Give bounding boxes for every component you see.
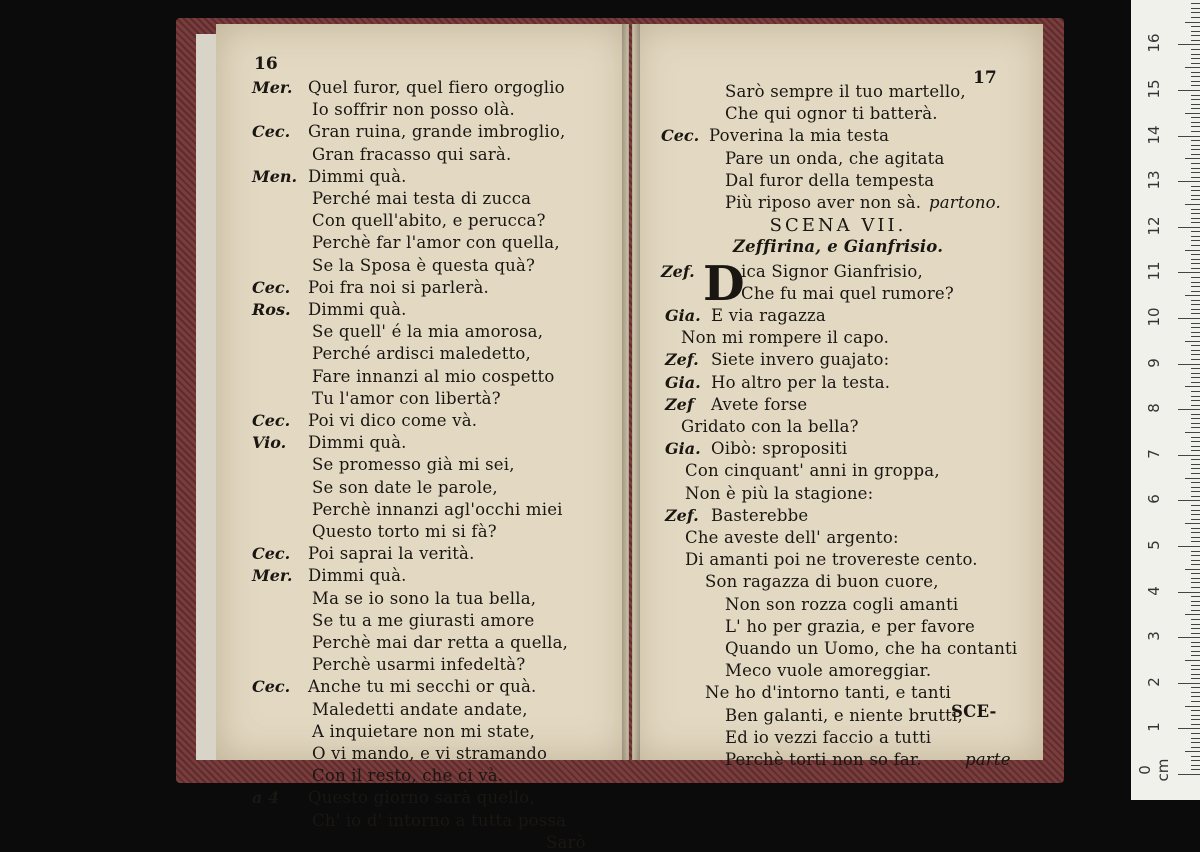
- ruler-tick: [1191, 587, 1200, 588]
- ruler-tick: [1191, 446, 1200, 447]
- speaker-label: Zef.: [661, 261, 695, 281]
- ruler-tick: [1191, 715, 1200, 716]
- ruler-tick: [1191, 747, 1200, 748]
- ruler-tick: [1191, 76, 1200, 77]
- ruler-tick: [1185, 341, 1200, 342]
- ruler-tick: [1191, 218, 1200, 219]
- verse-line: Con il resto, che ci và.: [312, 766, 504, 786]
- verse-line: Ch' io d' intorno a tutta possa: [312, 810, 567, 830]
- ruler-tick: [1191, 199, 1200, 200]
- ruler-tick: [1191, 126, 1200, 127]
- ruler-tick: [1191, 26, 1200, 27]
- ruler-tick: [1191, 396, 1200, 397]
- ruler-tick: [1191, 487, 1200, 488]
- ruler-tick: [1191, 400, 1200, 401]
- catchword: SCE-: [951, 702, 997, 721]
- ruler-tick: [1191, 300, 1200, 301]
- verse-line: Ho altro per la testa.: [711, 372, 891, 392]
- book-gutter: [622, 24, 640, 760]
- verse-line: Quel furor, quel fiero orgoglio: [308, 78, 565, 97]
- ruler-tick: [1191, 760, 1200, 761]
- ruler-tick: [1178, 227, 1200, 228]
- ruler-tick: [1191, 628, 1200, 629]
- ruler-number: 2: [1145, 677, 1163, 687]
- ruler-number: 14: [1145, 125, 1163, 145]
- ruler-tick: [1185, 22, 1200, 23]
- scene-heading: SCENA VII.: [769, 215, 907, 237]
- ruler-tick: [1191, 418, 1200, 419]
- ruler-tick: [1191, 240, 1200, 241]
- ruler-tick: [1191, 104, 1200, 105]
- verse-line: E via ragazza: [711, 306, 826, 325]
- ruler-tick: [1191, 651, 1200, 652]
- ruler-tick: [1191, 17, 1200, 18]
- verse-line: Poi saprai la verità.: [308, 544, 475, 564]
- ruler-tick: [1185, 204, 1200, 205]
- ruler-tick: [1191, 441, 1200, 442]
- ruler-tick: [1191, 99, 1200, 100]
- ruler-tick: [1191, 108, 1200, 109]
- ruler-tick: [1191, 245, 1200, 246]
- verse-line: Con cinquant' anni in groppa,: [685, 461, 940, 481]
- ruler-tick: [1191, 345, 1200, 346]
- ruler-tick: [1191, 368, 1200, 369]
- ruler-number: 6: [1145, 494, 1163, 505]
- ruler-tick: [1191, 696, 1200, 697]
- ruler-tick: [1191, 117, 1200, 118]
- ruler-tick: [1185, 67, 1200, 68]
- verse-line: Dimmi quà.: [308, 300, 407, 319]
- drop-cap: D: [703, 255, 745, 312]
- ruler-tick: [1191, 309, 1200, 310]
- verse-line: Dal furor della tempesta: [725, 170, 935, 190]
- ruler-tick: [1185, 250, 1200, 251]
- speaker-label: Gia.: [665, 372, 701, 392]
- verse-line: Dimmi quà.: [308, 566, 407, 586]
- ruler-tick: [1191, 437, 1200, 438]
- speaker-label: Mer.: [252, 78, 293, 97]
- ruler-tick: [1191, 724, 1200, 725]
- verse-line: Questo giorno sarà quello,: [308, 788, 535, 808]
- ruler-tick: [1191, 655, 1200, 656]
- ruler-tick: [1191, 619, 1200, 620]
- ruler-tick: [1178, 774, 1200, 775]
- verse-line: Perché mai testa di zucca: [312, 189, 532, 208]
- speaker-label: Gia.: [665, 439, 701, 459]
- ruler-tick: [1191, 332, 1200, 333]
- ruler-tick: [1191, 491, 1200, 492]
- verse-line: Con quell'abito, e perucca?: [312, 211, 546, 231]
- ruler-tick: [1191, 282, 1200, 283]
- speaker-label: Cec.: [252, 544, 291, 564]
- verse-line: Non mi rompere il capo.: [681, 328, 890, 348]
- verse-line: Perché ardisci maledetto,: [312, 344, 531, 364]
- ruler-tick: [1191, 323, 1200, 324]
- ruler-tick: [1191, 642, 1200, 643]
- ruler-tick: [1191, 263, 1200, 264]
- verse-line: Anche tu mi secchi or quà.: [308, 677, 537, 697]
- verse-line: Non son rozza cogli amanti: [725, 594, 959, 614]
- ruler-tick: [1191, 304, 1200, 305]
- speaker-label: Zef: [665, 394, 694, 414]
- ruler-tick: [1191, 496, 1200, 497]
- verse-line: Maledetti andate andate,: [312, 699, 528, 719]
- ruler-tick: [1191, 514, 1200, 515]
- ruler-tick: [1191, 382, 1200, 383]
- verse-line: Ne ho d'intorno tanti, e tanti: [705, 683, 952, 703]
- verse-line: Se quell' é la mia amorosa,: [312, 322, 544, 342]
- verse-line: Poi fra noi si parlerà.: [308, 277, 489, 297]
- ruler-tick: [1191, 519, 1200, 520]
- verse-line: Basterebbe: [711, 505, 809, 525]
- ruler-tick: [1191, 131, 1200, 132]
- ruler-tick: [1191, 213, 1200, 214]
- ruler-tick: [1185, 523, 1200, 524]
- speaker-label: Cec.: [252, 411, 291, 430]
- ruler-tick: [1191, 336, 1200, 337]
- ruler-tick: [1178, 44, 1200, 45]
- verse-line: Pare un onda, che agitata: [725, 148, 945, 168]
- verse-line: Avete forse: [711, 394, 808, 414]
- ruler-tick: [1191, 359, 1200, 360]
- ruler-number: 7: [1145, 449, 1163, 459]
- verse-line: Meco vuole amoreggiar.: [725, 661, 932, 681]
- ruler-tick: [1191, 286, 1200, 287]
- ruler-tick: [1178, 318, 1200, 319]
- speaker-label: Mer.: [252, 566, 293, 586]
- verse-line: Perchè mai dar retta a quella,: [312, 633, 569, 652]
- ruler-tick: [1185, 706, 1200, 707]
- ruler-tick: [1191, 427, 1200, 428]
- ruler-tick: [1191, 738, 1200, 739]
- speaker-label: Cec.: [661, 126, 700, 146]
- ruler-tick: [1191, 742, 1200, 743]
- ruler-number: 4: [1145, 585, 1163, 596]
- ruler-tick: [1191, 528, 1200, 529]
- ruler-tick: [1191, 669, 1200, 670]
- ruler-tick: [1191, 391, 1200, 392]
- ruler-tick: [1191, 195, 1200, 196]
- ruler-tick: [1191, 678, 1200, 679]
- ruler-tick: [1191, 537, 1200, 538]
- ruler-tick: [1185, 614, 1200, 615]
- speaker-label: Gia.: [665, 306, 701, 325]
- ruler-tick: [1178, 181, 1200, 182]
- ruler-tick: [1191, 236, 1200, 237]
- ruler-tick: [1191, 277, 1200, 278]
- ruler-tick: [1191, 596, 1200, 597]
- ruler-tick: [1191, 541, 1200, 542]
- speaker-label: Men.: [252, 166, 298, 186]
- ruler-number: 16: [1145, 33, 1163, 53]
- ruler-tick: [1191, 687, 1200, 688]
- ruler-tick: [1191, 122, 1200, 123]
- ruler-tick: [1191, 423, 1200, 424]
- speaker-label: Cec.: [252, 122, 291, 142]
- ruler-tick: [1191, 450, 1200, 451]
- ruler-tick: [1191, 532, 1200, 533]
- ruler-tick: [1178, 136, 1200, 137]
- ruler-tick: [1191, 373, 1200, 374]
- ruler-tick: [1191, 701, 1200, 702]
- verse-line: Gran fracasso qui sarà.: [312, 144, 512, 164]
- ruler-tick: [1178, 637, 1200, 638]
- ruler-number: 13: [1145, 170, 1163, 190]
- speaker-label: Zef.: [665, 505, 699, 525]
- ruler-tick: [1191, 177, 1200, 178]
- verse-line: Perchè torti non so far.: [725, 750, 922, 769]
- ruler-tick: [1191, 231, 1200, 232]
- ruler-tick: [1191, 674, 1200, 675]
- ruler-tick: [1191, 254, 1200, 255]
- ruler-tick: [1191, 610, 1200, 611]
- ruler-tick: [1191, 719, 1200, 720]
- ruler-tick: [1191, 756, 1200, 757]
- ruler-tick: [1191, 646, 1200, 647]
- verse-line: Che aveste dell' argento:: [685, 528, 899, 547]
- ruler-tick: [1191, 765, 1200, 766]
- verse-line: Poi vi dico come và.: [308, 411, 478, 430]
- verse-line: Ed io vezzi faccio a tutti: [725, 727, 932, 747]
- ruler-tick: [1191, 692, 1200, 693]
- scene-characters: Zeffirina, e Gianfrisio.: [732, 237, 944, 257]
- ruler-tick: [1185, 113, 1200, 114]
- stage-direction: partono.: [929, 193, 1001, 212]
- ruler-tick: [1191, 8, 1200, 9]
- verse-line: Sarò sempre il tuo martello,: [725, 82, 966, 101]
- speaker-label: Zef.: [665, 350, 699, 370]
- ruler-tick: [1191, 190, 1200, 191]
- ruler-tick: [1191, 72, 1200, 73]
- ruler-tick: [1191, 633, 1200, 634]
- verse-line: Gridato con la bella?: [681, 417, 859, 436]
- ruler-tick: [1191, 405, 1200, 406]
- ruler-tick: [1191, 85, 1200, 86]
- ruler-tick: [1185, 751, 1200, 752]
- ruler-tick: [1191, 49, 1200, 50]
- verse-line: Dimmi quà.: [308, 166, 407, 186]
- ruler-tick: [1185, 660, 1200, 661]
- right-page: [632, 24, 1043, 769]
- ruler-tick: [1191, 624, 1200, 625]
- ruler-tick: [1178, 272, 1200, 273]
- ruler-tick: [1178, 455, 1200, 456]
- ruler-number: 10: [1145, 307, 1163, 327]
- ruler-tick: [1191, 63, 1200, 64]
- page-number: 16: [254, 54, 278, 74]
- speaker-label: a 4: [252, 788, 280, 808]
- ruler-tick: [1191, 140, 1200, 141]
- verse-line: Se son date le parole,: [312, 477, 498, 497]
- verse-line: Perchè usarmi infedeltà?: [312, 655, 526, 675]
- ruler-tick: [1191, 81, 1200, 82]
- verse-line: Che qui ognor ti batterà.: [725, 104, 938, 124]
- ruler-tick: [1191, 551, 1200, 552]
- ruler-number: 3: [1145, 631, 1163, 641]
- ruler-tick: [1191, 268, 1200, 269]
- ruler-tick: [1191, 58, 1200, 59]
- ruler-unit-label: 0 cm: [1136, 758, 1172, 782]
- page-number: 17: [973, 68, 997, 88]
- verse-line: Non è più la stagione:: [685, 483, 874, 503]
- ruler-tick: [1191, 464, 1200, 465]
- ruler-tick: [1191, 505, 1200, 506]
- ruler-tick: [1191, 733, 1200, 734]
- ruler-tick: [1191, 186, 1200, 187]
- ruler-tick: [1191, 350, 1200, 351]
- verse-line: Di amanti poi ne trovereste cento.: [685, 550, 978, 570]
- verse-line: Quando un Uomo, che ha contanti: [725, 639, 1018, 658]
- speaker-label: Ros.: [252, 300, 291, 319]
- ruler-number: 5: [1145, 540, 1163, 550]
- verse-line: Più riposo aver non sà.: [725, 193, 922, 212]
- ruler-tick: [1191, 665, 1200, 666]
- ruler-tick: [1191, 222, 1200, 223]
- ruler-tick: [1178, 683, 1200, 684]
- ruler-tick: [1185, 432, 1200, 433]
- ruler-tick: [1191, 40, 1200, 41]
- ruler-tick: [1191, 560, 1200, 561]
- ruler-tick: [1191, 582, 1200, 583]
- ruler-tick: [1191, 377, 1200, 378]
- verse-line: Poverina la mia testa: [709, 126, 890, 146]
- ruler-tick: [1191, 12, 1200, 13]
- verse-line: Siete invero guajato:: [711, 350, 890, 370]
- speaker-label: Cec.: [252, 677, 291, 697]
- ruler-tick: [1191, 31, 1200, 32]
- ruler-tick: [1191, 154, 1200, 155]
- ruler-tick: [1191, 95, 1200, 96]
- catchword: Sarò: [546, 832, 586, 852]
- verse-line: Se la Sposa è questa quà?: [312, 255, 536, 275]
- ruler-number: 11: [1145, 261, 1163, 281]
- ruler-tick: [1178, 90, 1200, 91]
- verse-line: O vi mando, e vi stramando: [312, 744, 548, 763]
- measurement-ruler: [1131, 0, 1200, 800]
- left-page: [216, 24, 629, 852]
- verse-line: Perchè innanzi agl'occhi miei: [312, 499, 563, 519]
- ruler-number: 1: [1145, 722, 1163, 733]
- ruler-number: 12: [1145, 216, 1163, 236]
- verse-line: ica Signor Gianfrisio,: [741, 261, 923, 281]
- verse-line: Tu l'amor con libertà?: [312, 388, 501, 408]
- verse-line: Oibò: spropositi: [711, 439, 848, 459]
- ruler-tick: [1191, 354, 1200, 355]
- ruler-tick: [1185, 158, 1200, 159]
- verse-line: Perchè far l'amor con quella,: [312, 233, 560, 253]
- ruler-tick: [1191, 35, 1200, 36]
- ruler-tick: [1185, 295, 1200, 296]
- ruler-tick: [1191, 555, 1200, 556]
- ruler-tick: [1191, 209, 1200, 210]
- speaker-label: Vio.: [252, 433, 287, 453]
- verse-line: Gran ruina, grande imbroglio,: [308, 122, 566, 142]
- ruler-tick: [1191, 510, 1200, 511]
- ruler-tick: [1185, 569, 1200, 570]
- verse-line: Se tu a me giurasti amore: [312, 610, 535, 630]
- ruler-tick: [1191, 168, 1200, 169]
- ruler-number: 9: [1145, 357, 1163, 368]
- ruler-tick: [1191, 578, 1200, 579]
- verse-line: Io soffrir non posso olà.: [312, 100, 515, 120]
- ruler-tick: [1191, 459, 1200, 460]
- verse-line: A inquietare non mi state,: [312, 721, 536, 741]
- ruler-tick: [1191, 482, 1200, 483]
- ruler-tick: [1191, 172, 1200, 173]
- ruler-tick: [1191, 414, 1200, 415]
- ruler-tick: [1191, 601, 1200, 602]
- verse-line: Se promesso già mi sei,: [312, 455, 515, 475]
- ruler-tick: [1191, 3, 1200, 4]
- stage-direction: parte: [965, 750, 1011, 769]
- ruler-number: 15: [1145, 79, 1163, 99]
- ruler-tick: [1178, 546, 1200, 547]
- ruler-tick: [1185, 478, 1200, 479]
- ruler-tick: [1191, 327, 1200, 328]
- ruler-tick: [1178, 364, 1200, 365]
- ruler-tick: [1191, 259, 1200, 260]
- ruler-tick: [1191, 145, 1200, 146]
- ruler-tick: [1178, 500, 1200, 501]
- ruler-tick: [1185, 386, 1200, 387]
- ruler-tick: [1191, 473, 1200, 474]
- ruler-tick: [1191, 468, 1200, 469]
- ruler-tick: [1178, 592, 1200, 593]
- verse-line: Ma se io sono la tua bella,: [312, 588, 537, 608]
- ruler-tick: [1191, 710, 1200, 711]
- ruler-tick: [1191, 313, 1200, 314]
- ruler-tick: [1191, 291, 1200, 292]
- verse-line: Che fu mai quel rumore?: [741, 283, 954, 303]
- ruler-tick: [1178, 728, 1200, 729]
- verse-line: Fare innanzi al mio cospetto: [312, 366, 555, 386]
- ruler-tick: [1191, 564, 1200, 565]
- ruler-tick: [1178, 409, 1200, 410]
- ruler-number: 8: [1145, 403, 1163, 413]
- ruler-tick: [1191, 769, 1200, 770]
- verse-line: Questo torto mi si fà?: [312, 522, 497, 541]
- verse-line: L' ho per grazia, e per favore: [725, 616, 975, 636]
- ruler-tick: [1191, 149, 1200, 150]
- ruler-tick: [1191, 54, 1200, 55]
- verse-line: Son ragazza di buon cuore,: [705, 572, 939, 592]
- ruler-tick: [1191, 605, 1200, 606]
- ruler-tick: [1191, 573, 1200, 574]
- speaker-label: Cec.: [252, 277, 291, 297]
- verse-line: Dimmi quà.: [308, 433, 407, 453]
- verse-line: Ben galanti, e niente brutti,: [725, 705, 963, 725]
- ruler-tick: [1191, 163, 1200, 164]
